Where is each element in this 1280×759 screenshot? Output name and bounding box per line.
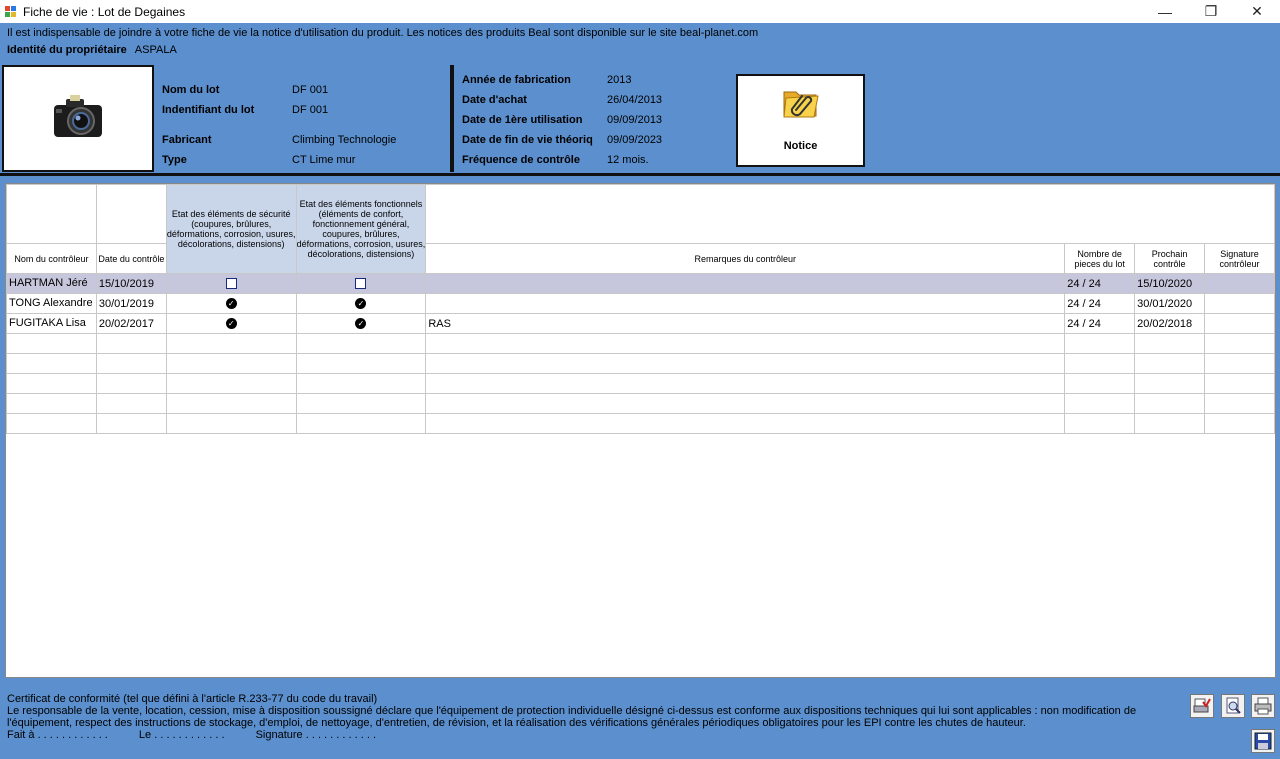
empty-cell[interactable] bbox=[1205, 374, 1275, 394]
remarks-cell[interactable] bbox=[426, 294, 1065, 314]
empty-cell[interactable] bbox=[1205, 414, 1275, 434]
empty-cell[interactable] bbox=[96, 354, 166, 374]
empty-cell[interactable] bbox=[166, 354, 296, 374]
camera-icon bbox=[50, 91, 106, 147]
controller-name-cell[interactable]: FUGITAKA Lisa bbox=[7, 314, 97, 334]
empty-cell[interactable] bbox=[166, 414, 296, 434]
signature-cell[interactable] bbox=[1205, 294, 1275, 314]
save-icon bbox=[1254, 732, 1272, 750]
vertical-divider bbox=[450, 65, 454, 172]
empty-cell[interactable] bbox=[1205, 334, 1275, 354]
table-row[interactable] bbox=[7, 294, 1275, 314]
owner-value: ASPALA bbox=[134, 44, 177, 56]
lot-id-value: DF 001 bbox=[292, 104, 329, 116]
title-bar bbox=[0, 0, 1280, 23]
control-frequency-label: Fréquence de contrôle bbox=[462, 154, 580, 166]
print-preview-icon bbox=[1224, 697, 1242, 715]
header-functional-state[interactable]: Etat des éléments fonctionnels (éléments de confort, fonctionnement général, coupures, brûlures, déformations, corrosion, usures, décolorations, distensions) bbox=[296, 185, 426, 274]
remarks-cell[interactable]: RAS bbox=[426, 314, 1065, 334]
empty-cell[interactable] bbox=[96, 374, 166, 394]
empty-cell[interactable] bbox=[166, 374, 296, 394]
app-icon bbox=[5, 6, 17, 18]
printer-icon bbox=[1254, 697, 1272, 715]
empty-row[interactable] bbox=[7, 354, 1275, 374]
close-button[interactable]: ✕ bbox=[1251, 3, 1263, 19]
header-remarks[interactable]: Remarques du contrôleur bbox=[426, 244, 1065, 274]
empty-cell[interactable] bbox=[296, 334, 426, 354]
check-ok-icon[interactable]: ✓ bbox=[226, 298, 237, 309]
safety-state-cell[interactable] bbox=[166, 274, 296, 294]
empty-cell[interactable] bbox=[426, 394, 1065, 414]
control-date-cell[interactable]: 30/01/2019 bbox=[96, 294, 166, 314]
safety-state-cell[interactable] bbox=[166, 294, 296, 314]
empty-cell[interactable] bbox=[1065, 374, 1135, 394]
safety-state-cell[interactable] bbox=[166, 314, 296, 334]
empty-cell[interactable] bbox=[1135, 334, 1205, 354]
lot-id-label: Indentifiant du lot bbox=[162, 104, 255, 116]
empty-cell[interactable] bbox=[1065, 354, 1135, 374]
purchase-date-label: Date d'achat bbox=[462, 94, 527, 106]
control-date-cell[interactable]: 15/10/2019 bbox=[96, 274, 166, 294]
empty-cell[interactable] bbox=[1065, 334, 1135, 354]
empty-row[interactable] bbox=[7, 334, 1275, 354]
header-spacer bbox=[96, 185, 166, 244]
certificate-text-2: l'équipement, respect des instructions de stockage, d'emploi, de nettoyage, d'entretien, de révision, et la réalisation des vérifications générales périodiques obligatoires pour les EPI contre les chutes de hauteur. bbox=[7, 717, 1026, 729]
empty-cell[interactable] bbox=[1135, 374, 1205, 394]
check-ok-icon[interactable]: ✓ bbox=[355, 318, 366, 329]
table-row[interactable] bbox=[7, 274, 1275, 294]
place-field: Fait à . . . . . . . . . . . . bbox=[7, 729, 108, 741]
empty-cell[interactable] bbox=[1065, 414, 1135, 434]
signature-cell[interactable] bbox=[1205, 274, 1275, 294]
empty-cell[interactable] bbox=[426, 374, 1065, 394]
minimize-button[interactable]: — bbox=[1158, 3, 1172, 20]
owner-label: Identité du propriétaire bbox=[7, 44, 127, 56]
piece-count-cell[interactable]: 24 / 24 bbox=[1065, 314, 1135, 334]
table-row[interactable] bbox=[7, 314, 1275, 334]
checkbox[interactable] bbox=[226, 278, 237, 289]
signature-field: Signature . . . . . . . . . . . . bbox=[255, 729, 377, 741]
control-grid[interactable] bbox=[5, 183, 1276, 678]
notice-button[interactable] bbox=[736, 74, 865, 167]
controller-name-cell[interactable]: HARTMAN Jéré bbox=[7, 274, 97, 294]
check-ok-icon[interactable]: ✓ bbox=[226, 318, 237, 329]
first-use-value: 09/09/2013 bbox=[607, 114, 663, 126]
signature-cell[interactable] bbox=[1205, 314, 1275, 334]
manufacturer-label: Fabricant bbox=[162, 134, 212, 146]
empty-cell[interactable] bbox=[1205, 354, 1275, 374]
next-control-cell[interactable]: 30/01/2020 bbox=[1135, 294, 1205, 314]
empty-cell[interactable] bbox=[7, 334, 97, 354]
first-use-label: Date de 1ère utilisation bbox=[462, 114, 583, 126]
print-check-icon bbox=[1193, 697, 1211, 715]
empty-cell[interactable] bbox=[426, 354, 1065, 374]
header-piece-count[interactable]: Nombre de pieces du lot bbox=[1065, 244, 1135, 274]
header-safety-state[interactable]: Etat des éléments de sécurité (coupures, brûlures, déformations, corrosion, usures, décolorations, distensions) bbox=[166, 185, 296, 274]
piece-count-cell[interactable]: 24 / 24 bbox=[1065, 274, 1135, 294]
purchase-date-value: 26/04/2013 bbox=[607, 94, 663, 106]
checkbox[interactable] bbox=[355, 278, 366, 289]
empty-cell[interactable] bbox=[426, 414, 1065, 434]
empty-cell[interactable] bbox=[7, 354, 97, 374]
print-preview-button[interactable] bbox=[1221, 694, 1245, 718]
product-photo[interactable] bbox=[2, 65, 154, 172]
print-check-button[interactable] bbox=[1190, 694, 1214, 718]
end-of-life-value: 09/09/2023 bbox=[607, 134, 663, 146]
functional-state-cell[interactable] bbox=[296, 314, 426, 334]
empty-cell[interactable] bbox=[96, 394, 166, 414]
empty-cell[interactable] bbox=[96, 414, 166, 434]
control-frequency-value: 12 mois. bbox=[607, 154, 649, 166]
empty-row[interactable] bbox=[7, 394, 1275, 414]
save-button[interactable] bbox=[1251, 729, 1275, 753]
paperclip-folder-icon bbox=[782, 84, 820, 120]
empty-cell[interactable] bbox=[1135, 414, 1205, 434]
empty-cell[interactable] bbox=[96, 334, 166, 354]
empty-cell[interactable] bbox=[166, 334, 296, 354]
controller-name-cell[interactable]: TONG Alexandre bbox=[7, 294, 97, 314]
lot-name-label: Nom du lot bbox=[162, 84, 220, 96]
date-field: Le . . . . . . . . . . . . bbox=[138, 729, 225, 741]
info-text: Il est indispensable de joindre à votre fiche de vie la notice d'utilisation du produit. Les notices des produits Beal sont disponible sur le site beal-planet.com bbox=[7, 27, 759, 39]
functional-state-cell[interactable] bbox=[296, 274, 426, 294]
empty-cell[interactable] bbox=[1135, 354, 1205, 374]
manufacturer-value: Climbing Technologie bbox=[292, 134, 397, 146]
lot-name-value: DF 001 bbox=[292, 84, 329, 96]
type-value: CT Lime mur bbox=[292, 154, 356, 166]
header-signature[interactable]: Signature contrôleur bbox=[1205, 244, 1275, 274]
header-controller-name[interactable]: Nom du contrôleur bbox=[7, 244, 97, 274]
empty-cell[interactable] bbox=[296, 394, 426, 414]
manufacture-year-label: Année de fabrication bbox=[462, 74, 571, 86]
empty-cell[interactable] bbox=[7, 414, 97, 434]
certificate-text-1: Le responsable de la vente, location, cession, mise à disposition soussigné déclare que l'équipement de protection individuelle désigné ci-dessus est conforme aux dispositions techniques qui lui sont applicables : non modification de bbox=[7, 705, 1137, 717]
header-next-control[interactable]: Prochain contrôle bbox=[1135, 244, 1205, 274]
signature-line bbox=[7, 729, 1172, 741]
empty-cell[interactable] bbox=[1135, 394, 1205, 414]
owner-line bbox=[7, 44, 177, 56]
window-title: Fiche de vie : Lot de Degaines bbox=[23, 4, 186, 19]
header-control-date[interactable]: Date du contrôle bbox=[96, 244, 166, 274]
empty-cell[interactable] bbox=[7, 374, 97, 394]
empty-cell[interactable] bbox=[296, 374, 426, 394]
print-button[interactable] bbox=[1251, 694, 1275, 718]
empty-row[interactable] bbox=[7, 414, 1275, 434]
empty-cell[interactable] bbox=[7, 394, 97, 414]
conformity-certificate bbox=[7, 693, 1172, 741]
piece-count-cell[interactable]: 24 / 24 bbox=[1065, 294, 1135, 314]
end-of-life-label: Date de fin de vie théoriq bbox=[462, 134, 593, 146]
horizontal-divider bbox=[0, 173, 1280, 176]
empty-cell[interactable] bbox=[296, 414, 426, 434]
next-control-cell[interactable]: 20/02/2018 bbox=[1135, 314, 1205, 334]
empty-cell[interactable] bbox=[166, 394, 296, 414]
type-label: Type bbox=[162, 154, 187, 166]
check-ok-icon[interactable]: ✓ bbox=[355, 298, 366, 309]
empty-cell[interactable] bbox=[426, 334, 1065, 354]
empty-cell[interactable] bbox=[1205, 394, 1275, 414]
functional-state-cell[interactable] bbox=[296, 294, 426, 314]
empty-cell[interactable] bbox=[1065, 394, 1135, 414]
certificate-title: Certificat de conformité (tel que défini à l'article R.233-77 du code du travail) bbox=[7, 693, 378, 705]
notice-label: Notice bbox=[783, 140, 818, 152]
remarks-cell[interactable] bbox=[426, 274, 1065, 294]
empty-row[interactable] bbox=[7, 374, 1275, 394]
maximize-button[interactable]: ❐ bbox=[1204, 3, 1218, 19]
next-control-cell[interactable]: 15/10/2020 bbox=[1135, 274, 1205, 294]
empty-cell[interactable] bbox=[296, 354, 426, 374]
header-spacer bbox=[426, 185, 1275, 244]
header-spacer bbox=[7, 185, 97, 244]
manufacture-year-value: 2013 bbox=[607, 74, 632, 86]
control-date-cell[interactable]: 20/02/2017 bbox=[96, 314, 166, 334]
